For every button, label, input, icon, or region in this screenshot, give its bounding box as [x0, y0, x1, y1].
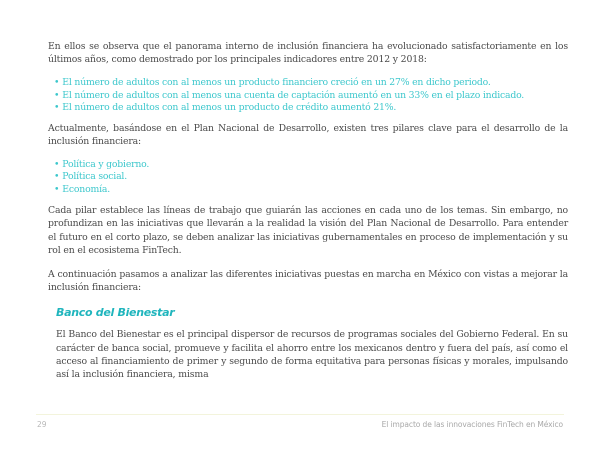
footer-title: El impacto de las innovaciones FinTech en México: [381, 420, 563, 429]
list-item-text: El número de adultos con al menos un producto financiero creció en un 27% en dicho periodo.: [62, 77, 491, 89]
list-item-text: Economía.: [62, 183, 110, 195]
paragraph-pillars-intro: Actualmente, basándose en el Plan Nacional de Desarrollo, existen tres pilares clave para el desarrollo de la inclusión financiera:: [48, 122, 568, 147]
list-item: [54, 102, 568, 114]
bullet-icon: •: [54, 102, 60, 114]
list-item: [54, 171, 568, 183]
list-item: [54, 184, 568, 196]
list-item-text: Política social.: [62, 171, 127, 183]
list-item: [54, 159, 568, 171]
page-content: [48, 40, 568, 381]
list-item-text: El número de adultos con al menos una cuenta de captación aumentó en un 33% en el plazo indicado.: [62, 89, 525, 101]
bullet-icon: •: [54, 159, 60, 171]
paragraph-work-lines: Cada pilar establece las líneas de trabajo que guiarán las acciones en cada uno de los temas. Sin embargo, no profundizan en las iniciativas que llevarán a la realidad la visión del Plan Nacional de Desarrollo. Para entender el futuro en el corto plazo, se deben analizar las iniciativas gubernamentales en proceso de implementación y su rol en el ecosistema FinTech.: [48, 205, 568, 256]
paragraph-intro: En ellos se observa que el panorama interno de inclusión financiera ha evolucionado satisfactoriamente en los últimos años, como demostrado por los principales indicadores entre 2012 y 2018:: [48, 41, 568, 66]
bullet-icon: •: [54, 77, 60, 89]
bullet-icon: •: [54, 171, 60, 183]
paragraph-next: A continuación pasamos a analizar las diferentes iniciativas puestas en marcha en México con vistas a mejorar la inclusión financiera:: [48, 269, 568, 294]
pillar-list: [48, 159, 568, 196]
list-item: [54, 77, 568, 89]
indicator-list: [48, 77, 568, 114]
list-item: [54, 90, 568, 102]
list-item-text: El número de adultos con al menos un producto de crédito aumentó 21%.: [62, 102, 397, 114]
bullet-icon: •: [54, 89, 60, 101]
paragraph-banco: El Banco del Bienestar es el principal dispersor de recursos de programas sociales del Gobierno Federal. En su carácter de banca social, promueve y facilita el ahorro entre los mexicanos dentro y fuera del país, así como el acceso al financiamiento de primer y segundo de forma equitativa para personas físicas y morales, impulsando así la inclusión financiera, misma: [56, 329, 568, 381]
page-number: 29: [37, 420, 47, 429]
section-body: [48, 328, 568, 381]
section-heading: Banco del Bienestar: [56, 306, 175, 320]
footer-divider: [36, 414, 564, 415]
bullet-icon: •: [54, 183, 60, 195]
list-item-text: Política y gobierno.: [62, 159, 150, 171]
